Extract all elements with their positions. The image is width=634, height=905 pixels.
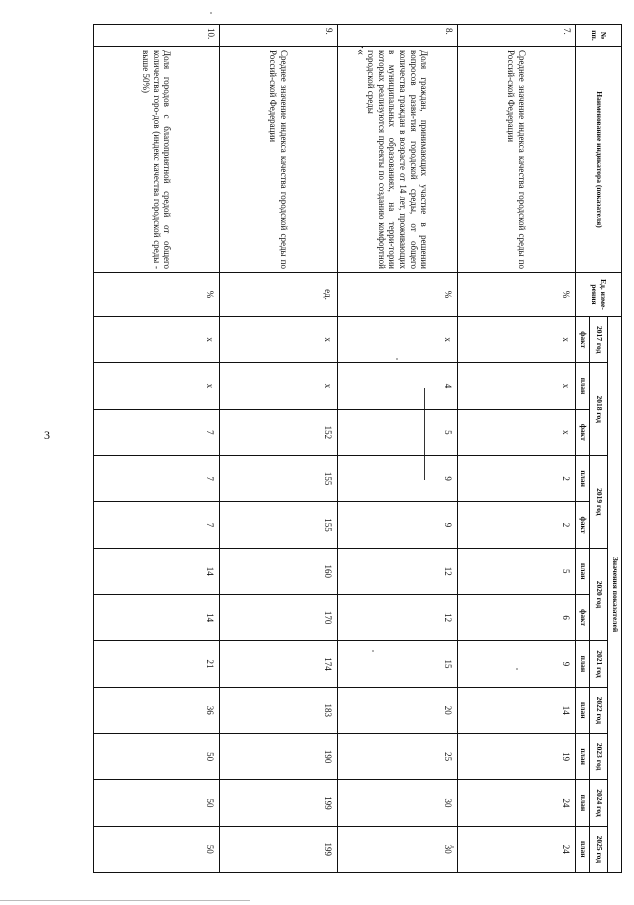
col-header-values: Значения показателей [608, 317, 622, 873]
year-header: 2018 год [590, 363, 608, 456]
value-cell: 14 [94, 548, 220, 594]
value-cell: 152 [220, 409, 338, 455]
value-cell: 9 [458, 641, 576, 687]
year-header: 2019 год [590, 455, 608, 548]
value-cell: 25 [338, 733, 458, 779]
col-header-unit: Ед. изме-рения [576, 273, 622, 317]
table-row [94, 25, 220, 873]
value-cell: 14 [94, 594, 220, 640]
subheader-plan: план [576, 455, 590, 501]
value-cell: 15 [338, 641, 458, 687]
year-header: 2020 год [590, 548, 608, 641]
indicator-name: Доля городов с благоприятной средой от общего количества горо-дов (индекс качества городской среды - выше 50%) [94, 47, 220, 273]
subheader-fact: факт [576, 317, 590, 363]
year-header: 2022 год [590, 687, 608, 733]
value-cell: 20 [338, 687, 458, 733]
unit-cell: % [94, 273, 220, 317]
value-cell: 5 [338, 409, 458, 455]
value-cell: x [94, 363, 220, 409]
value-cell: 9 [338, 502, 458, 548]
value-cell: 2 [458, 502, 576, 548]
subheader-fact: факт [576, 502, 590, 548]
value-cell: 7 [94, 502, 220, 548]
bottom-margin-line [0, 900, 250, 901]
value-cell: 24 [458, 780, 576, 826]
value-cell: x [220, 317, 338, 363]
subheader-plan: план [576, 826, 590, 872]
value-cell: 183 [220, 687, 338, 733]
subheader-plan: план [576, 363, 590, 409]
value-cell: 12 [338, 594, 458, 640]
row-number: 7. [458, 25, 576, 47]
year-header: 2025 год [590, 826, 608, 872]
value-cell: 160 [220, 548, 338, 594]
value-cell: x [458, 317, 576, 363]
value-cell: x [338, 317, 458, 363]
unit-cell: % [458, 273, 576, 317]
value-cell: 174 [220, 641, 338, 687]
value-cell: 24 [458, 826, 576, 872]
value-cell: x [458, 363, 576, 409]
subheader-fact: факт [576, 409, 590, 455]
subheader-plan: план [576, 548, 590, 594]
year-header: 2017 год [590, 317, 608, 363]
subheader-plan: план [576, 641, 590, 687]
value-cell: 199 [220, 780, 338, 826]
table-row [338, 25, 458, 873]
value-cell: 50 [94, 733, 220, 779]
value-cell: 155 [220, 502, 338, 548]
value-cell: 14 [458, 687, 576, 733]
table-row [220, 25, 338, 873]
col-header-name: Наименование индикатора (показателя) [576, 47, 622, 273]
page-number: 3 [44, 428, 50, 442]
value-cell: 7 [94, 455, 220, 501]
value-cell: 190 [220, 733, 338, 779]
value-cell: 2 [458, 455, 576, 501]
row-number: 8. [338, 25, 458, 47]
value-cell: 50 [94, 780, 220, 826]
value-cell: 5 [458, 548, 576, 594]
indicator-table-rotated [94, 24, 622, 872]
value-cell: 155 [220, 455, 338, 501]
indicator-table [93, 24, 622, 873]
value-cell: 6 [458, 594, 576, 640]
value-cell: x [220, 363, 338, 409]
value-cell: 30 [338, 780, 458, 826]
year-header: 2021 год [590, 641, 608, 687]
subheader-plan: план [576, 780, 590, 826]
value-cell: x [458, 409, 576, 455]
value-cell: 21 [94, 641, 220, 687]
indicator-name: Среднее значение индекса качества городской среды по Россий-ской Федерации [458, 47, 576, 273]
speck [210, 12, 212, 14]
unit-cell: % [338, 273, 458, 317]
col-header-no: № пп. [576, 25, 622, 47]
value-cell: x [94, 317, 220, 363]
value-cell: 19 [458, 733, 576, 779]
row-number: 10. [94, 25, 220, 47]
year-header: 2023 год [590, 733, 608, 779]
subheader-plan: план [576, 687, 590, 733]
value-cell: 7 [94, 409, 220, 455]
subheader-fact: факт [576, 594, 590, 640]
value-cell: 50 [94, 826, 220, 872]
closing-quote-mark: ». [352, 46, 366, 55]
unit-cell: ед. [220, 273, 338, 317]
value-cell: 9 [338, 455, 458, 501]
value-cell: 170 [220, 594, 338, 640]
row-number: 9. [220, 25, 338, 47]
value-cell: 36 [94, 687, 220, 733]
subheader-plan: план [576, 733, 590, 779]
value-cell: 4 [338, 363, 458, 409]
value-cell: 199 [220, 826, 338, 872]
indicator-name: Среднее значение индекса качества городской среды по Россий-ской Федерации [220, 47, 338, 273]
indicator-name: Доля граждан, принимающих участие в решении вопросов разви-тия городской среды, от общего количества граждан в возрасте от 14 лет, проживающих в муниципальных образованиях, на терри-тории которых реализуются проекты по созданию комфортной городской среды [338, 47, 458, 273]
value-cell: 12 [338, 548, 458, 594]
value-cell: 30 [338, 826, 458, 872]
year-header: 2024 год [590, 780, 608, 826]
table-row [458, 25, 576, 873]
